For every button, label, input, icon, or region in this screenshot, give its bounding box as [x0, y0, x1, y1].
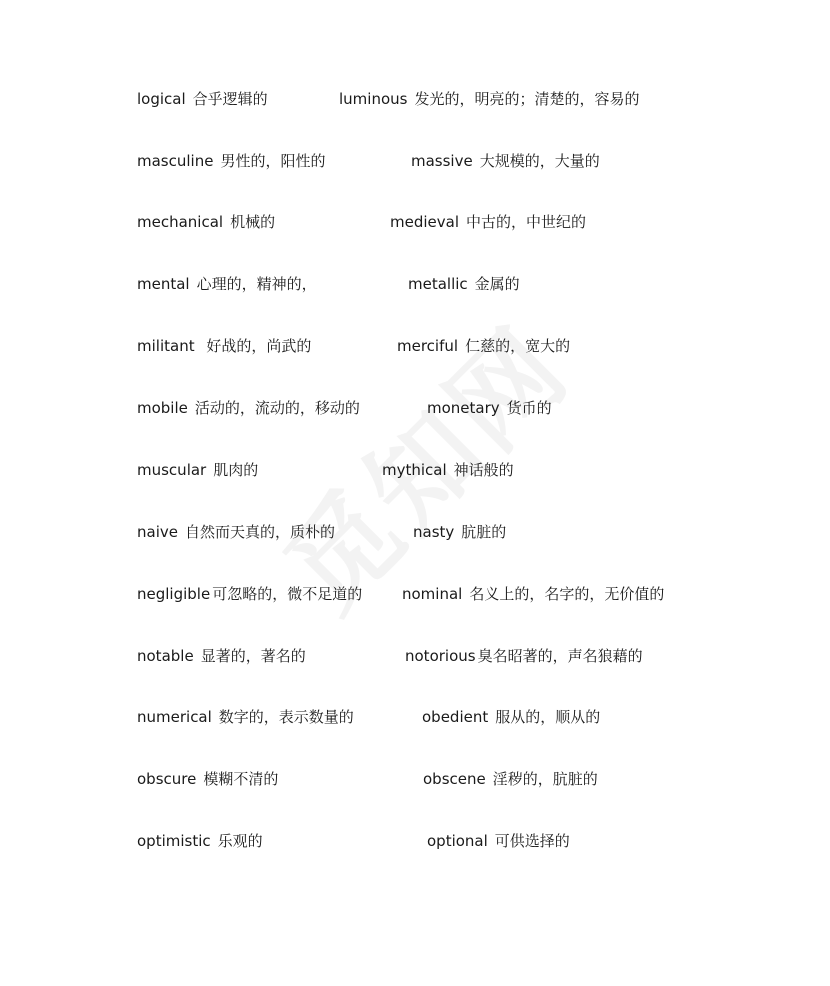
entry-word: notable — [137, 647, 194, 665]
left-entry — [137, 705, 354, 729]
entry-word: metallic — [408, 275, 468, 293]
entry-meaning: 仁慈的，宽大的 — [465, 337, 571, 355]
right-entry — [397, 334, 570, 358]
left-entry — [137, 87, 268, 111]
entry-word: mental — [137, 275, 190, 293]
entry-word: monetary — [427, 399, 500, 417]
entry-meaning: 可忽略的，微不足道的 — [212, 585, 363, 603]
entry-word: masculine — [137, 152, 214, 170]
entry-word: numerical — [137, 708, 212, 726]
entry-meaning: 显著的，著名的 — [200, 647, 306, 665]
entry-word: muscular — [137, 461, 207, 479]
entry-meaning: 乐观的 — [217, 832, 263, 850]
entry-word: nominal — [402, 585, 463, 603]
entry-meaning: 淫秽的，肮脏的 — [492, 770, 598, 788]
entry-meaning: 发光的，明亮的；清楚的，容易的 — [414, 90, 640, 108]
vocab-row — [0, 87, 830, 111]
entry-word: logical — [137, 90, 186, 108]
left-entry — [137, 396, 360, 420]
entry-meaning: 名义上的，名字的，无价值的 — [469, 585, 665, 603]
vocab-row — [0, 829, 830, 853]
entry-word: notorious — [405, 647, 476, 665]
left-entry — [137, 829, 263, 853]
entry-meaning: 心理的，精神的， — [196, 275, 317, 293]
entry-word: obscene — [423, 770, 486, 788]
entry-meaning: 金属的 — [474, 275, 520, 293]
entry-word: optimistic — [137, 832, 211, 850]
entry-meaning: 大规模的，大量的 — [479, 152, 600, 170]
entry-word: merciful — [397, 337, 459, 355]
vocab-row — [0, 149, 830, 173]
right-entry — [413, 520, 506, 544]
entry-meaning: 数字的，表示数量的 — [218, 708, 354, 726]
entry-meaning: 自然而天真的，质朴的 — [184, 523, 335, 541]
right-entry — [423, 767, 598, 791]
entry-word: obedient — [422, 708, 489, 726]
entry-word: medieval — [390, 213, 459, 231]
entry-word: naive — [137, 523, 178, 541]
left-entry — [137, 644, 306, 668]
entry-word: mythical — [382, 461, 447, 479]
vocab-row — [0, 767, 830, 791]
entry-meaning: 可供选择的 — [494, 832, 570, 850]
entry-word: mechanical — [137, 213, 224, 231]
entry-meaning: 合乎逻辑的 — [192, 90, 268, 108]
entry-word: militant — [137, 337, 195, 355]
right-entry — [382, 458, 514, 482]
vocab-row — [0, 210, 830, 234]
right-entry — [422, 705, 600, 729]
entry-meaning: 活动的，流动的，移动的 — [194, 399, 360, 417]
right-entry — [390, 210, 586, 234]
left-entry — [137, 582, 362, 606]
right-entry — [427, 396, 552, 420]
vocab-row — [0, 334, 830, 358]
vocab-row — [0, 582, 830, 606]
entry-meaning: 男性的，阳性的 — [220, 152, 326, 170]
right-entry — [411, 149, 600, 173]
left-entry — [137, 272, 317, 296]
entry-meaning: 好战的，尚武的 — [201, 337, 312, 355]
right-entry — [405, 644, 643, 668]
left-entry — [137, 334, 311, 358]
vocab-row — [0, 396, 830, 420]
left-entry — [137, 210, 275, 234]
left-entry — [137, 520, 335, 544]
entry-meaning: 肌肉的 — [213, 461, 259, 479]
entry-word: mobile — [137, 399, 188, 417]
vocab-row — [0, 458, 830, 482]
entry-word: obscure — [137, 770, 197, 788]
entry-meaning: 肮脏的 — [461, 523, 507, 541]
entry-word: negligible — [137, 585, 211, 603]
vocab-row — [0, 705, 830, 729]
vocab-row — [0, 272, 830, 296]
entry-meaning: 货币的 — [506, 399, 552, 417]
left-entry — [137, 149, 325, 173]
entry-word: luminous — [339, 90, 408, 108]
entry-word: massive — [411, 152, 473, 170]
entry-meaning: 模糊不清的 — [203, 770, 279, 788]
left-entry — [137, 458, 258, 482]
entry-meaning: 服从的，顺从的 — [495, 708, 601, 726]
entry-meaning: 神话般的 — [453, 461, 514, 479]
entry-meaning: 中古的，中世纪的 — [466, 213, 587, 231]
right-entry — [339, 87, 639, 111]
right-entry — [427, 829, 570, 853]
vocab-row — [0, 520, 830, 544]
entry-meaning: 臭名昭著的，声名狼藉的 — [477, 647, 643, 665]
entry-word: optional — [427, 832, 488, 850]
right-entry — [402, 582, 664, 606]
left-entry — [137, 767, 278, 791]
right-entry — [408, 272, 520, 296]
entry-word: nasty — [413, 523, 455, 541]
vocab-row — [0, 644, 830, 668]
entry-meaning: 机械的 — [230, 213, 276, 231]
